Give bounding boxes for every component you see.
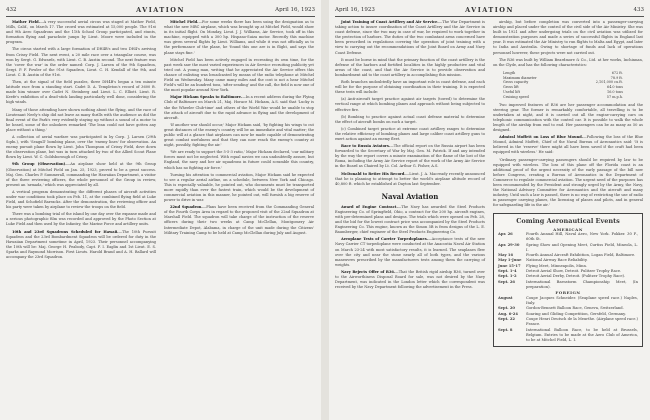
article-headline: Joint Training of Coast Artillery and Air Service. [341, 20, 439, 24]
event-date: Sept. 26 [498, 279, 515, 284]
article-paragraph [6, 20, 156, 45]
article-text: Two improved features of R36 are her passenger accommodation and the steering gear. The former is remarkably comfortable, all travelling is to be undertaken at night, and it is carried out all the engine-carrying cars on telephonic communication with the control car. It is possible to walk the whole length of the airship from end to end. Her passengers can be as many as 50 as designed. [493, 102, 643, 133]
events-foreign-heading: FOREIGN [555, 290, 581, 296]
article-headline: 9th Group (Observation). [12, 162, 67, 167]
article-text: (c) Combined target practice at extreme coast artillery ranges to determine the relative efficiency of bombing planes and large caliber coast artillery guns to exert action against an enemy fleet. [335, 126, 485, 141]
article-paragraph [335, 58, 485, 78]
article-paragraph [164, 58, 314, 94]
article-text: —The Navy has awarded the Steel Products Engineering Co. of Springfield, Ohio, a contract for the 200 hp. aircraft engines, with pre-determined plans and designs. The trials which were opened on Feb. 28, and the bid for the lowest contract price was accompanied by the Steel Products Engineering Co. This engine, known as the Simon 5B is from designs of the L. E. Baumberger, chief engineer of the Steel Products Engineering Co. [335, 204, 485, 235]
right-page [329, 0, 650, 420]
article-text: (a) Anti-aircraft target practice against air targets (towed) to determine the vertical range at which bombing planes and approach without being subjected to effective fire. [335, 97, 485, 112]
article-text: —Lieut. J. A. Macready recently announced that he is planning to attempt to better the world's airplane altitude record of 40,800 ft. which he established at Dayton last September. [335, 171, 485, 186]
page-number: 433 [633, 7, 644, 13]
event-row [498, 328, 638, 344]
article-text: —Plans have been received from the Commanding General of the Fourth Corps Area in regard to the proposed visit of the 22nd Squadron at Marshall Field. The squadron will take charge of the instruction of the reserve officers during their two weeks at Camp McClellan, Montgomery Air Intermediate Depot, Alabama, in charge of the unit made during the Citizens' Military Training Camp to be held at Camp McClellan during July and August. [164, 205, 314, 235]
article-text: —The 10th Pursuit Squadron and the 23rd Bombardment Squadron will be ordered for duty in the Hawaiian Department sometime in April, 1923. Their personnel accompanying the 10th will be: Maj. George H. Peabody, Capt. F. I. Eaglin and 1st Lieut. E. S. Sparks and Raymond Morrison. First Lieuts. Harold Brand and A. H. Ballard will accompany the 23rd Squadron. [6, 229, 156, 260]
event-description: Coupe Henri Deutsch de la Meurthe. (Airplane speed race.) France. [526, 316, 638, 327]
article-text: 'Ordinary passenger-carrying passengers should be required by law to be equipped with wireless. The loss of this plane off the Florida coast is an additional proof of the urgent necessity of the early passage of the bill now before Congress, creating a Bureau of Aeronautics in the Department of Commerce to regulate commercial aviation. The urgent need of the purposes has been recommended by the President and strongly urged by the Army, the Navy, the National Advisory Committee for Aeronautics and the aircraft and many industry. Until such a law is passed, there is no way of restricting the use of radio in passenger carrying planes, the licensing of planes and pilots, and in general for safeguarding life in the air.' [493, 157, 643, 208]
left-page-column-2 [164, 20, 314, 416]
r36-article [493, 20, 643, 68]
header-rule [335, 16, 644, 17]
event-date: May 1-June [498, 258, 522, 263]
article-paragraph [493, 58, 643, 68]
article-text: 'If another war should occur,' Major Hickam said, 'by fighting his wings to cut great distances of the enemy's country will be an immediate and vital matter; the public will at a glance that airplanes can now be made capable of demonstrating great combat usefulness and that they can now reach the enemy's country at night, possibly, fighting the air.' [164, 122, 314, 148]
right-page-column-1 [335, 20, 485, 416]
article-paragraph [6, 47, 156, 78]
article-headline: Aeroplane Tests of Carrier Torpedoplanes. [341, 237, 428, 242]
army-news-section [335, 20, 485, 187]
article-paragraph [335, 97, 485, 112]
event-description: Spring Show and Opening Meet, Curtiss Field, Mineola, L. I. [526, 242, 638, 252]
event-description: Detroit Aerial Derby, Detroit. (Pulitzer Trophy Race). [526, 274, 626, 279]
article-paragraph [6, 135, 156, 160]
article-headline: 22nd Squadron. [170, 205, 203, 210]
article-paragraph [164, 173, 314, 204]
events-american-list [498, 232, 638, 290]
article-headline: Race to Russia Aviators. [341, 144, 391, 149]
article-headline: McDonald to Retire His Record. [341, 171, 406, 176]
spec-row [503, 95, 643, 100]
article-paragraph [164, 150, 314, 170]
left-page [0, 0, 321, 420]
event-row [498, 232, 638, 243]
article-paragraph [335, 20, 485, 56]
article-paragraph [6, 212, 156, 227]
spec-label: Gross capacity [503, 80, 529, 85]
spec-value: 57 m.p.h. [606, 94, 623, 99]
event-date: Sept. 8 [498, 327, 513, 332]
event-date: Apr. 26 [498, 232, 513, 236]
article-headline: Major Hickam Speaks to Baltimore. [170, 95, 243, 100]
spec-value: 64.0 tons [607, 85, 623, 90]
right-page-header [335, 4, 644, 16]
right-page-column-2 [493, 20, 643, 416]
event-description: Flying Meet, Minneapolis, Minn. [526, 263, 588, 268]
article-paragraph [6, 190, 156, 210]
article-headline: Mather Field. [12, 20, 40, 24]
event-date: Sept. 1-4 [498, 269, 517, 274]
left-page-column-1 [6, 20, 156, 416]
article-text: —Acceptance tests of the new Navy Carrier CT torpedoplane were conducted at the Anacostia Naval Air Station on March 23-24 with most satisfactory results, it is learned. The seaplanes flew over the city and near the stone nearly all of both types, and the various maneuvres prescribed by the manufacturers tests among them the carrying of weights. [335, 237, 485, 267]
article-text: Then, at the signal of the field puzzles, three DH4B's began a ten minute latitude race from a standing start. Cadet D. A. Templeton's record of 3600 ft. made him winner over Cadet N. Steinberg and Lieut. L. C. Elliott. Lieut. R. Keefe's exhibition of a dead-stick landing particularly well done, considering the high winds. [6, 80, 156, 105]
event-date: Sept. 1-2 [498, 274, 517, 279]
article-paragraph [6, 108, 156, 133]
spec-label: Length [503, 70, 516, 75]
masthead: AVIATION [136, 6, 185, 14]
article-text: The circus started with a large formation of DH4B's and two DH4's arriving from Crissy Field. The next event, a 20 mile race over a triangular course, was won by Sergt. G. Edwards, with Lieut. C. B. Austin second. The next feature was the 'cover the war' in the order named: Corp. J. Larsen of the 9th Squadron, Sergt. P. F. Fowler of the 91st Squadron, Lieut. C. H. Kendall of the 9th, and Lieut. C. B. Austin of the 91st. [6, 47, 156, 77]
event-row [498, 280, 638, 291]
page-number: 432 [6, 7, 17, 13]
article-text: A collection of aerial warfare was participated in by Corp. J. Larsen (29th Sqdn.), with 'Seagull' bombing plane, over the 'enemy lines' for observation. An enemy pursuit plane flown by Lieut. John Thompson of Crissy Field, dove down the observation plane, but was in turn attacked by two of the Allied Scout Plane flown by Lieut. W. C. Goldsborough of Crissy. [6, 134, 156, 160]
article-headline: Admiral Moffett on Loss of Blue Mound. [499, 135, 583, 140]
article-headline: Award of Engine Contract. [341, 204, 398, 209]
spec-value: 16.0 tons [607, 90, 623, 95]
moffett-article [493, 103, 643, 209]
event-description: International Balloon Race, to be held at Brussels, Belgium. Entries to be made at the Aero Club of America, to be at Mitchel Field, L. I. [526, 327, 638, 343]
article-text: Mitchel Field has been actively engaged in recreating its own time, for the past week saw the most varied experiences in Air Service recruiting publicity yet tried out. A young man, writing that he appreciated the Air Service offers this chance of enlisting was broadcasted by means of the radio telephone at Mitchel Field on Wednesday. Many came many miles and the cost is not a hear Mitchel Field's will be an hundred tons, 'after sending' and the call, the field is now one of the most popular around New York. [164, 57, 314, 93]
masthead: AVIATION [465, 6, 514, 14]
event-row [498, 317, 638, 328]
article-text: A vertical program demonstrating the different phases of aircraft activities under war conditions took place on Feb. 11, at the combined flying field at Luke Field, and Schofield Barracks. After the demonstration, the reviewing officer and his party were taken by airplane to review the troops on the field. [6, 189, 156, 210]
article-paragraph [335, 144, 485, 169]
article-paragraph [493, 103, 643, 134]
article-paragraph [164, 20, 314, 56]
article-paragraph [6, 80, 156, 105]
event-description: International Barnstorm Championship Meet, (In preparation). [526, 279, 638, 289]
event-date: May 16 [498, 253, 514, 258]
article-text: —That the British rigid airship R36, turned over to the Airworthiness Disposal Board for sale, was not desired by the Navy Department, was indicated in the London letter which the correspondent was received by the Navy Department following the advertisement in the Press. [335, 269, 486, 290]
spec-label: Maximum diameter [503, 75, 537, 80]
article-text: It must be borne in mind that the primary function of the coast artillery is the defense of the harbors and fortified localities in the highly productive and vital areas of the coast, and that the Air Service is to provide observation and bombardment aid to the coast artillery in accomplishing this mission. [335, 57, 485, 77]
events-foreign-list [498, 296, 638, 344]
coming-events-box [493, 213, 643, 348]
spec-label: Cruising speed [503, 94, 529, 99]
article-paragraph [6, 162, 156, 187]
left-page-header [6, 4, 315, 16]
article-paragraph [335, 270, 485, 290]
event-description: Fourth Annual Hill, Naval Aero, New York. Fokker. 30 F., 60th St. [526, 232, 638, 242]
article-headline: Mitchel Field. [170, 20, 199, 24]
spec-value: 2,101,000 cu.ft. [595, 80, 623, 85]
binding-gutter [321, 0, 329, 420]
naval-aviation-heading: Naval Aviation [381, 191, 439, 201]
article-text: 'We are ready to support the 5-5-3 ratio,' Major Hickam declared, 'our military forces must not be neglected. With equal navies we can undoubtedly assure, but England, the navy and her air squadrons in future could scramble this country, which has no fighting air force.' [164, 150, 314, 170]
article-paragraph [335, 237, 485, 268]
event-date: August [498, 295, 513, 300]
article-paragraph [164, 95, 314, 120]
spec-label: Useful lift [503, 90, 520, 95]
article-headline: Navy Rejects Offer of R36. [341, 269, 396, 274]
article-paragraph [335, 172, 485, 187]
events-american-heading: AMERICAN [553, 226, 583, 232]
naval-aviation-section [335, 205, 485, 291]
r36-specifications-table [503, 71, 643, 100]
event-description: Gordon-Bennett Balloon Race, Geneva, Switzerland. [526, 306, 624, 311]
spec-label: Gross lift [503, 85, 519, 90]
article-text: airship, but before completion was converted into a passenger-carrying airship and placed under the control of the civil side of the Air Ministry. She was built in 1921 and after undergoing trials on the civil aviation was utilized for demonstration purposes and made a series of successful flights in England last year. It was estimated the Air Ministry to run flights to Malta and Egypt, and later to India and Australia. Owing to shortage of funds and lack of operations personnel however, these projects were not carried out. [493, 20, 643, 55]
event-description: Soaring and Gliding Competition, Gersfeld, Germany. [526, 311, 626, 316]
event-row [498, 296, 638, 307]
article-text: Turning his attention to commercial aviation, Major Hickam said he expected to see a regular aerial airline, on a schedule, between New York and Chicago. This is especially valuable, he pointed out, who documents must be transported more rapidly than ever the fastest train, which would be the development of commercial aviation in this manner, he pointed out, will furnish a big reserve of power to drive in war. [164, 172, 314, 203]
article-text: (b) Bombing to practice against actual coast defense material to determine the effect of aircraft bombs on such a target. [335, 114, 485, 124]
event-date: Sept. 22 [498, 316, 515, 321]
article-text: —In a recent address during the Flying Club of Baltimore on March 21, Maj. Horace M. Hickam, A.S. said that 'Lucky is she the Wheeler Club-time' and others of the World War would be unable to stop the attack of aircraft due to the rapid advance in flying and the development of aircraft. [164, 95, 314, 120]
issue-date: April 16, 1923 [275, 7, 315, 13]
article-paragraph [335, 115, 485, 125]
article-paragraph [493, 158, 643, 209]
article-text: —The official report on the Russia airport has been forwarded to the Secretary of War by Maj. Gen. M. Patrick. If and any intended by the way the report covers a minute examination of the flame of the lost of the Roma, including the Army Air Service report of the work of the Army Air Service in the Board as Chaired by Lt. Col. Arthur G. Fisher, A.S. [335, 144, 485, 169]
spec-value: 672 ft. [611, 70, 623, 75]
article-text: Both branches undoubtedly have an important role in coast defense, and each will be for the purpose of obtaining coordination in their training. It is expected these tests will include: [335, 80, 485, 95]
event-description: Coupe Jacques Schneider. (Seaplane speed race.) Naples, Italy. [526, 295, 638, 306]
article-text: —For some weeks there has been using the designation as to what the new MBC airplane, which was brought up at Mitchel Field, would show in its initial flight. On Monday, Lieut. J. J. Williams, Air Service, took off in this machine, equipped with a 300 hp. Hispano-Suiza motor. Recently this machine was given several flights by Lieut. Williams, and while it was not officially as to the performance of the plane, he 'found this one are is in flight, and says the plane stays fine.' [164, 20, 314, 55]
spec-value: 78.9 ft. [610, 75, 623, 80]
article-paragraph [164, 205, 314, 236]
event-date: Sept. 20 [498, 306, 515, 311]
event-date: June 15-17 [498, 263, 521, 268]
events-title: Coming Aeronautical Events [516, 216, 620, 225]
event-date: Apr. 29-30 [498, 242, 520, 247]
event-description: Detroit Aerial Show, Detroit. Pulitzer Trophy Race. [526, 269, 622, 274]
article-text: —An airplane show held at the 9th Group (Observation) at Mitchel Field on Jan. 25, 1923, proved to be a great success. Maj. Gen. Charles P. Summerall, commanding the Hawaiian Department, a visitor of the three reviewing officers, the whole personnel of the Group in review, present an 'armada,' which was appreciated by all. [6, 162, 157, 187]
article-headline: 10th and 23rd Squadrons Scheduled for Hawaii. [12, 229, 119, 234]
event-date: Aug. 6-24 [498, 311, 518, 316]
article-text: —The War Department is taking action to insure coordination of the Coast Artillery and the Air Service in coast defense, since the two may in case of war, be required to work together in the protection of harbors. The duties of the two combatant arms concerned have been prescribed in regulations covering the operation of joint training with a view to carrying out the recommendations of the Joint Board on Army and Navy Coast Defense. [335, 20, 485, 55]
article-paragraph [493, 20, 643, 56]
article-paragraph [6, 230, 156, 261]
article-paragraph [335, 205, 485, 236]
article-text: Many of those attending have shown nothing about the flying, and the race of Lieutenant Neely's ship did not leave as many thrills with the audience as did the final event of the Park's very evidently staying up without a sound of a motor to be heard, some of the onlookers remarked 'The lean could not have gotten any place without a thing.' [6, 107, 156, 132]
article-paragraph [335, 80, 485, 95]
event-description: National Airway Race Reliability. [526, 258, 588, 263]
header-rule [6, 16, 315, 17]
article-text: —Following the loss of the Blue Mound, Admiral Moffett, Chief of the Naval Bureau of Aeronautics said: 'It is believed in the 'reserve' there might all have been saved if the craft had been equipped with wireless.' He said: [493, 135, 643, 155]
article-paragraph [493, 135, 643, 155]
event-row [498, 243, 638, 254]
article-text: —A very successful aerial circus was staged at Mather Field, Mills, Calif., on March 17. The crowd was estimated at 15,000 people. The 91st and 9th Aero Squadrons and the 11th School Group participated, and stunts, formation flying and parachute jumps by Lieut. Moore were included in the program. [6, 20, 157, 45]
article-text: There was a bombing trial of the island by one day over the expanse made and a serious photographic film was recorded and approved by the Photo Section at Luke Field and then used by the Infantry, the Marine Force and artillery units. [6, 212, 156, 227]
issue-date: April 16, 1923 [335, 7, 375, 13]
article-text: The R36 was built by William Beardmore & Co., Ltd. at her works, Inchinnan, on the Clyde, and has the following characteristics: [493, 57, 643, 67]
article-paragraph [335, 127, 485, 142]
event-description: Fourth Annual Aircraft Exhibition, Logan Field, Baltimore. [526, 253, 636, 258]
article-paragraph [164, 123, 314, 148]
